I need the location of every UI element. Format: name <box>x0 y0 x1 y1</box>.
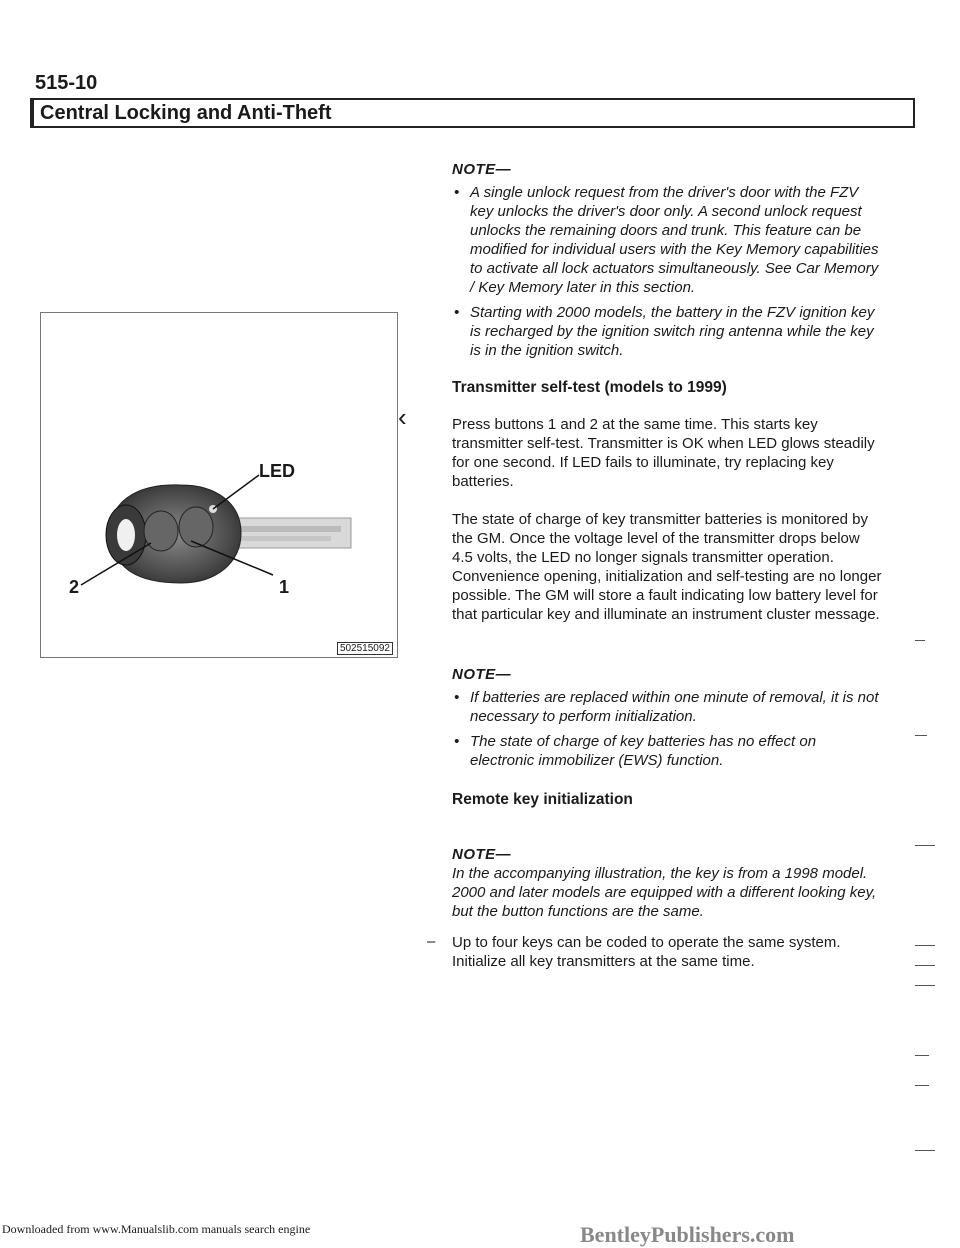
note-item-text: The state of charge of key batteries has no effect on electronic immobilizer (EWS) function. <box>470 733 817 769</box>
note-list <box>452 688 882 770</box>
bullet-icon: • <box>454 304 460 321</box>
note-item <box>452 183 882 297</box>
paragraph: Press buttons 1 and 2 at the same time. This starts key transmitter self-test. Transmitter is OK when LED glows steadily for one second. If LED fails to illuminate, try replacing key batteries. <box>452 416 875 490</box>
download-notice: Downloaded from www.Manualslib.com manuals search engine <box>2 1222 311 1236</box>
note-item <box>452 732 882 770</box>
self-test-text <box>452 415 882 624</box>
button-2-label: 2 <box>69 577 80 597</box>
arrow-left-icon: ‹ <box>398 402 407 432</box>
note-title: NOTE— <box>452 666 512 683</box>
footer <box>0 1210 960 1247</box>
paragraph: The state of charge of key transmitter batteries is monitored by the GM. Once the voltage level of the transmitter drops below 4.5 volts, the LED no longer signals transmitter operation. Convenience opening, initialization and self-testing are no longer possible. The GM will store a fault indicating low battery level for that particular key and illuminate an instrument cluster message. <box>452 511 882 623</box>
section-heading-initialization: Remote key initialization <box>452 791 633 808</box>
key-illustration <box>41 313 397 657</box>
note-item-text: If batteries are replaced within one minute of removal, it is not necessary to perform initialization. <box>470 689 879 725</box>
note-text: In the accompanying illustration, the key is from a 1998 model. 2000 and later models are equipped with a different looking key, but the button functions are the same. <box>452 865 877 920</box>
step-text: Up to four keys can be coded to operate the same system. Initialize all key transmitters at the same time. <box>452 934 841 970</box>
watermark: BentleyPublishers.com <box>580 1222 795 1247</box>
step-dash: – <box>427 933 436 950</box>
edge-marks <box>915 0 960 1242</box>
led-label: LED <box>259 461 295 481</box>
page-number: 515-10 <box>35 72 98 94</box>
note-title: NOTE— <box>452 846 512 863</box>
figure-id: 502515092 <box>337 642 393 655</box>
button-1-label: 1 <box>279 577 290 597</box>
note-block-2 <box>452 665 882 776</box>
section-heading-self-test: Transmitter self-test (models to 1999) <box>452 379 727 396</box>
note-block-1 <box>452 160 882 366</box>
bullet-icon: • <box>454 733 460 750</box>
note-item-text: Starting with 2000 models, the battery in the FZV ignition key is recharged by the ignition switch ring antenna while the key is in the ignition switch. <box>470 304 875 359</box>
note-item <box>452 303 882 360</box>
note-title: NOTE— <box>452 161 512 178</box>
note-block-3 <box>452 845 882 921</box>
section-header <box>30 98 915 128</box>
key-figure <box>40 312 398 658</box>
note-item <box>452 688 882 726</box>
note-list <box>452 183 882 360</box>
bullet-icon: • <box>454 184 460 201</box>
note-item-text: A single unlock request from the driver's door with the FZV key unlocks the driver's door only. A second unlock request unlocks the remaining doors and trunk. This feature can be modified for individual users with the Key Memory capabilities to activate all lock actuators simultaneously. See Car Memory / Key Memory later in this section. <box>470 184 879 296</box>
section-title: Central Locking and Anti-Theft <box>40 102 332 124</box>
bullet-icon: • <box>454 689 460 706</box>
